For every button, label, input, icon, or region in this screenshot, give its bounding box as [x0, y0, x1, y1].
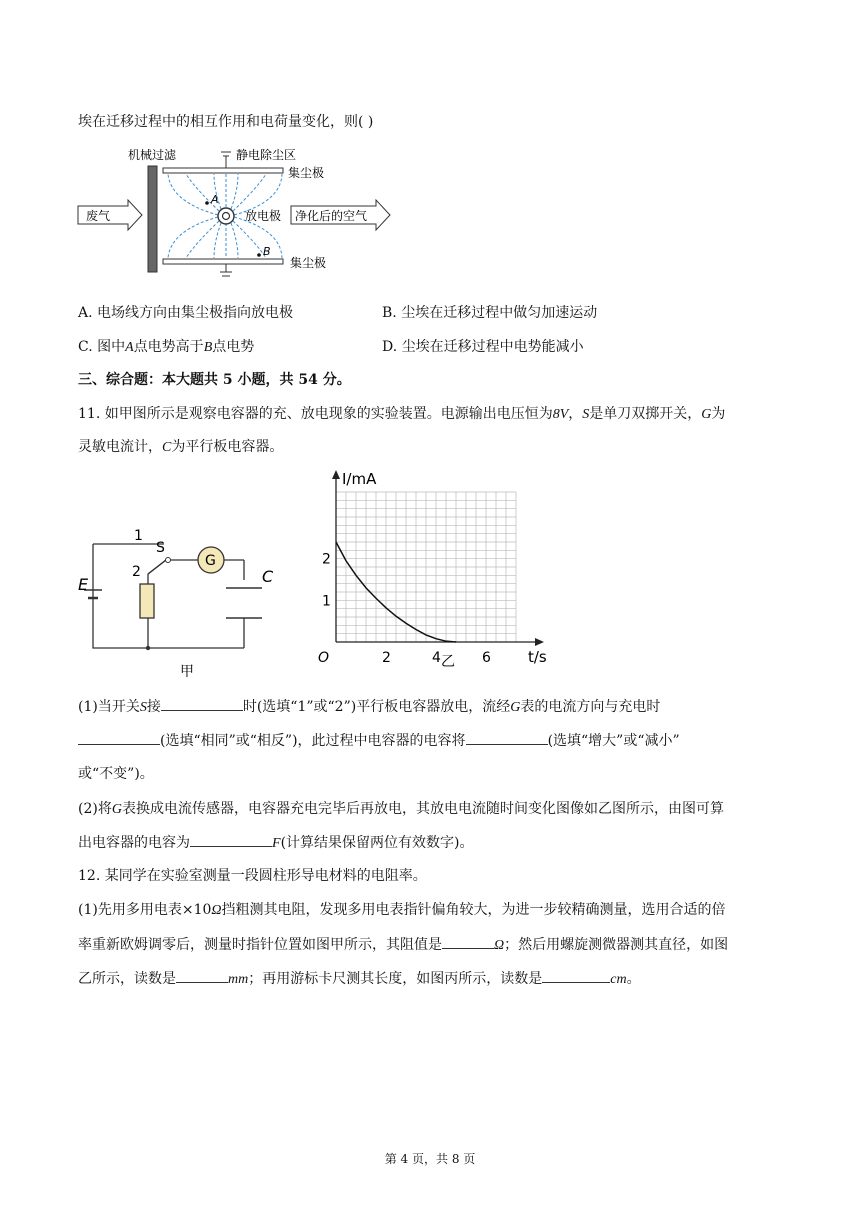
- zone-label: 静电除尘区: [236, 148, 297, 162]
- q11-part1-line-2: (选填“相同”或“相反”)，此过程中电容器的电容将 (选填“增大”或“减小”: [78, 730, 680, 751]
- answer-blank[interactable]: [442, 934, 494, 949]
- discharge-label: 放电极: [245, 209, 282, 223]
- answer-blank[interactable]: [466, 730, 548, 745]
- y-tick-label: 2: [322, 551, 331, 568]
- q12-title: 12. 某同学在实验室测量一段圆柱形导电材料的电阻率。: [78, 868, 427, 884]
- galvanometer-label: G: [205, 553, 216, 569]
- q11-line-2: 灵敏电流计，C为平行板电容器。: [78, 439, 284, 455]
- circuit-caption: 甲: [180, 664, 194, 680]
- circuit-diagram: [76, 520, 306, 680]
- option-c[interactable]: C. 图中A点电势高于B点电势: [78, 339, 255, 355]
- section-heading: 三、综合题：本大题共 5 小题，共 54 分。: [78, 372, 351, 388]
- option-b[interactable]: B. 尘埃在迁移过程中做匀加速运动: [382, 305, 598, 321]
- junction-dot: [146, 646, 150, 650]
- output-label: 净化后的空气: [295, 209, 368, 223]
- collector-top: [163, 168, 283, 173]
- filter-plate: [148, 166, 157, 272]
- capacitor-label: C: [262, 567, 274, 586]
- q12-line-2: 率重新欧姆调零后，测量时指针位置如图甲所示，其阻值是 Ω；然后用螺旋测微器测其直径，如图: [78, 934, 728, 956]
- q12-line-1: (1)先用多用电表×10Ω挡粗测其电阻，发现多用电表指针偏角较大，为进一步较精确测量，选用合适的倍: [78, 902, 726, 918]
- point-a-dot: [205, 201, 209, 205]
- y-axis-arrow: [332, 470, 340, 479]
- discharge-current-chart: [310, 466, 570, 680]
- filter-label: 机械过滤: [128, 148, 177, 162]
- precipitator-figure: [76, 142, 396, 282]
- point-b-label: B: [263, 245, 271, 258]
- origin-label: O: [318, 650, 330, 666]
- option-a[interactable]: A. 电场线方向由集尘极指向放电极: [78, 305, 294, 321]
- answer-blank[interactable]: [161, 696, 243, 711]
- q11-part2-line-2: 出电容器的电容为 F(计算结果保留两位有效数字)。: [78, 832, 474, 854]
- collector-bottom: [163, 259, 283, 264]
- answer-blank[interactable]: [542, 968, 610, 983]
- contact-1-label: 1: [134, 528, 143, 544]
- contact-2-label: 2: [132, 564, 141, 580]
- switch-contact: [166, 558, 171, 563]
- answer-blank[interactable]: [190, 832, 272, 847]
- point-b-dot: [257, 253, 261, 257]
- collector-bottom-label: 集尘极: [290, 256, 327, 270]
- question-text-line: 埃在迁移过程中的相互作用和电荷量变化，则( ): [78, 114, 374, 130]
- q11-part2-line-1: (2)将G表换成电流传感器，电容器充电完毕后再放电，其放电电流随时间变化图像如乙图所示，由图可算: [78, 801, 724, 817]
- q11-part1-line-1: (1)当开关S接 时(选填“1”或“2”)平行板电容器放电，流经G表的电流方向与充电时: [78, 696, 660, 718]
- input-label: 废气: [86, 209, 111, 223]
- x-axis-label: t/s: [528, 648, 547, 666]
- option-d[interactable]: D. 尘埃在迁移过程中电势能减小: [382, 339, 584, 355]
- q11-line-1: 11. 如甲图所示是观察电容器的充、放电现象的实验装置。电源输出电压恒为8V，S是单刀双掷开关，G为: [78, 406, 726, 422]
- collector-top-label: 集尘极: [288, 166, 325, 180]
- answer-blank[interactable]: [78, 730, 160, 745]
- x-axis-arrow: [535, 638, 544, 646]
- x-tick-label: 6: [482, 650, 491, 666]
- x-tick-label: 4: [432, 650, 441, 666]
- q11-part1-line-3: 或“不变”)。: [78, 766, 154, 782]
- switch-label: S: [156, 540, 165, 556]
- y-axis-label: I/mA: [342, 470, 377, 488]
- q12-line-3: 乙所示，读数是 mm；再用游标卡尺测其长度，如图丙所示，读数是 cm。: [78, 968, 641, 990]
- y-tick-label: 1: [322, 593, 331, 610]
- chart-caption: 乙: [441, 654, 455, 670]
- page-footer: 第 4 页，共 8 页: [384, 1152, 476, 1166]
- answer-blank[interactable]: [176, 968, 228, 983]
- x-tick-label: 2: [382, 650, 391, 666]
- battery-label: E: [78, 575, 89, 594]
- point-a-label: A: [211, 193, 219, 206]
